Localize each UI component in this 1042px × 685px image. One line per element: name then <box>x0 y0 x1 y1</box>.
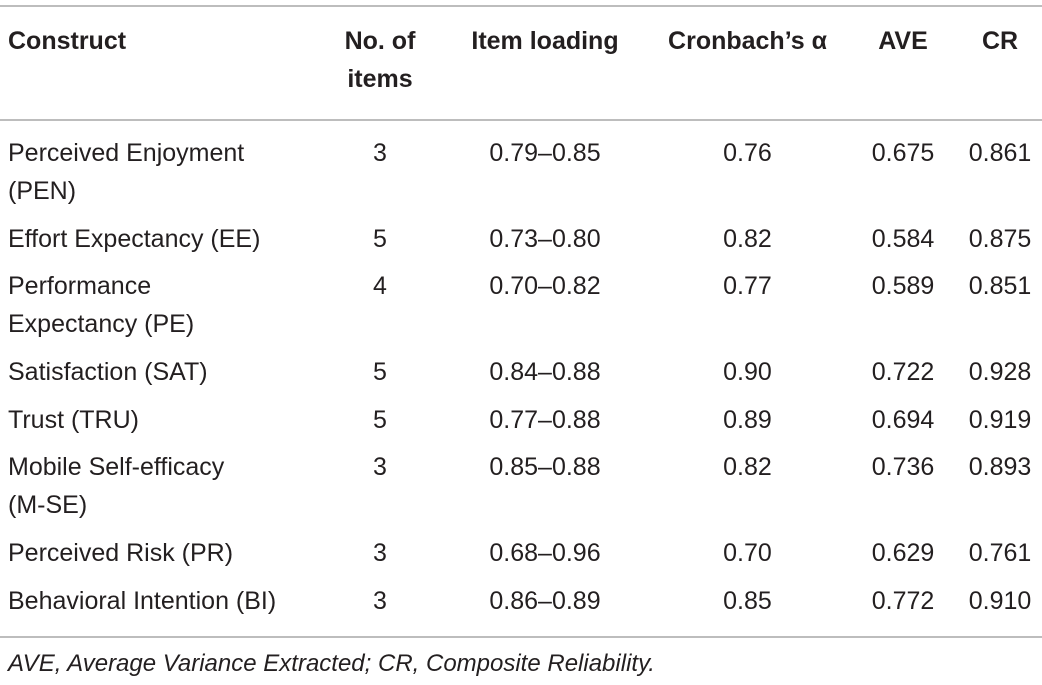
cell-cr: 0.851 <box>968 272 1032 300</box>
cell-items: 3 <box>373 587 387 615</box>
cell-ave: 0.629 <box>871 539 935 567</box>
cell-loading: 0.68–0.96 <box>489 539 601 567</box>
header-construct: Construct <box>8 27 127 55</box>
cell-items: 5 <box>373 406 387 434</box>
cell-loading: 0.77–0.88 <box>489 406 601 434</box>
cell-alpha: 0.89 <box>723 406 772 434</box>
cell-items: 3 <box>373 453 387 481</box>
cell-loading: 0.86–0.89 <box>489 587 601 615</box>
cell-cr: 0.875 <box>968 225 1032 253</box>
header-items <box>330 22 430 98</box>
header-alpha: Cronbach’s α <box>668 27 827 55</box>
cell-construct <box>8 134 308 210</box>
cell-items: 4 <box>373 272 387 300</box>
bottom-rule <box>0 636 1042 638</box>
cell-items: 5 <box>373 358 387 386</box>
header-items-line1: No. of <box>344 27 416 55</box>
cell-construct <box>8 401 308 439</box>
cell-items: 5 <box>373 225 387 253</box>
cell-construct <box>8 534 308 572</box>
construct-line1: Behavioral Intention (BI) <box>8 587 277 615</box>
construct-line2: (PEN) <box>8 177 77 205</box>
cell-construct <box>8 220 308 258</box>
cell-loading: 0.84–0.88 <box>489 358 601 386</box>
cell-items: 3 <box>373 539 387 567</box>
cell-alpha: 0.70 <box>723 539 772 567</box>
cell-loading: 0.73–0.80 <box>489 225 601 253</box>
cell-construct <box>8 448 308 524</box>
cell-alpha: 0.77 <box>723 272 772 300</box>
table-header <box>0 22 1042 102</box>
construct-line2: Expectancy (PE) <box>8 310 195 338</box>
cell-alpha: 0.90 <box>723 358 772 386</box>
cell-alpha: 0.82 <box>723 453 772 481</box>
cell-construct <box>8 582 308 620</box>
cell-ave: 0.675 <box>871 139 935 167</box>
cell-cr: 0.928 <box>968 358 1032 386</box>
cell-items: 3 <box>373 139 387 167</box>
construct-line1: Satisfaction (SAT) <box>8 358 208 386</box>
top-rule <box>0 5 1042 7</box>
cell-loading: 0.85–0.88 <box>489 453 601 481</box>
header-rule <box>0 119 1042 121</box>
table-footnote: AVE, Average Variance Extracted; CR, Composite Reliability. <box>8 650 655 677</box>
construct-line1: Trust (TRU) <box>8 406 139 434</box>
construct-line1: Perceived Risk (PR) <box>8 539 234 567</box>
header-items-line2: items <box>347 65 413 93</box>
cell-loading: 0.70–0.82 <box>489 272 601 300</box>
cell-construct <box>8 353 308 391</box>
cell-ave: 0.584 <box>871 225 935 253</box>
construct-line1: Perceived Enjoyment <box>8 139 245 167</box>
cell-cr: 0.893 <box>968 453 1032 481</box>
cell-ave: 0.694 <box>871 406 935 434</box>
construct-line2: (M-SE) <box>8 491 88 519</box>
cell-ave: 0.722 <box>871 358 935 386</box>
cell-alpha: 0.85 <box>723 587 772 615</box>
header-ave: AVE <box>878 27 928 55</box>
cell-ave: 0.772 <box>871 587 935 615</box>
cell-cr: 0.919 <box>968 406 1032 434</box>
cell-alpha: 0.76 <box>723 139 772 167</box>
cell-cr: 0.861 <box>968 139 1032 167</box>
cell-cr: 0.761 <box>968 539 1032 567</box>
construct-line1: Mobile Self-efficacy <box>8 453 225 481</box>
construct-line1: Performance <box>8 272 152 300</box>
cell-ave: 0.589 <box>871 272 935 300</box>
construct-line1: Effort Expectancy (EE) <box>8 225 261 253</box>
cell-cr: 0.910 <box>968 587 1032 615</box>
cell-alpha: 0.82 <box>723 225 772 253</box>
cell-construct <box>8 267 308 343</box>
cell-ave: 0.736 <box>871 453 935 481</box>
header-cr: CR <box>981 27 1019 55</box>
cell-loading: 0.79–0.85 <box>489 139 601 167</box>
header-loading: Item loading <box>471 27 619 55</box>
